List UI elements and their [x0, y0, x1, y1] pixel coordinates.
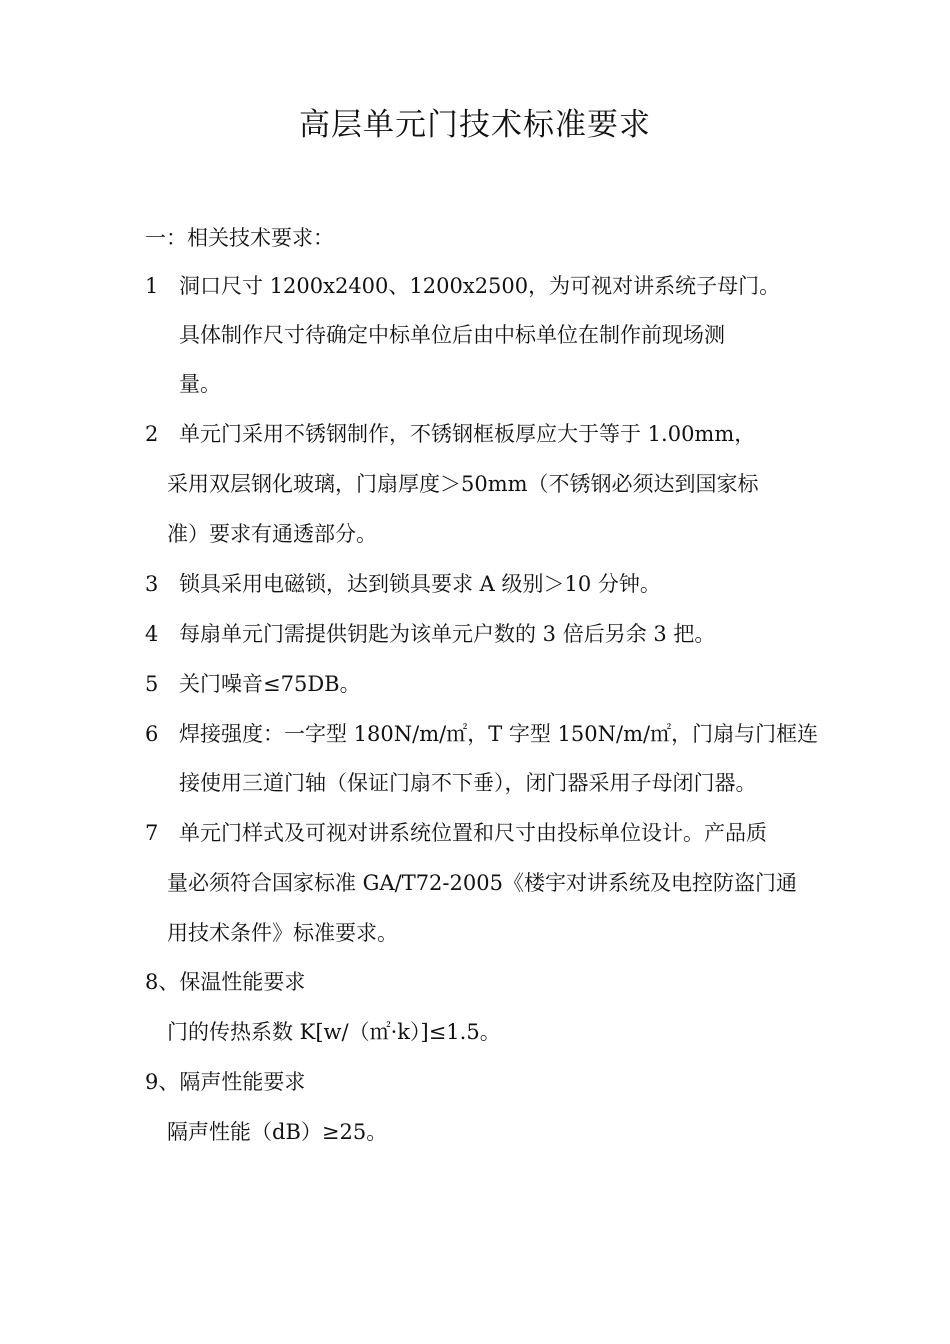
item-text: 焊接强度：一字型 180N/m/㎡，T 字型 150N/m/㎡，门扇与门框连 — [179, 722, 819, 746]
list-item-7 — [145, 817, 767, 849]
item-number: 2 — [145, 422, 159, 446]
item-number: 6 — [145, 722, 159, 746]
item-text: 洞口尺寸 1200x2400、1200x2500，为可视对讲系统子母门。 — [179, 274, 781, 298]
document-title: 高层单元门技术标准要求 — [299, 107, 651, 143]
item-8-line-2: 门的传热系数 K[w/（㎡·k）]≤1.5。 — [167, 1020, 501, 1044]
item-2-line-2: 采用双层钢化玻璃，门扇厚度＞50mm（不锈钢必须达到国家标 — [167, 472, 759, 496]
list-item-8 — [145, 966, 305, 998]
item-text: 隔声性能要求 — [179, 1070, 306, 1094]
item-9-line-2: 隔声性能（dB）≥25。 — [167, 1120, 388, 1144]
item-7-line-2: 量必须符合国家标准 GA/T72-2005《楼宇对讲系统及电控防盗门通 — [167, 871, 797, 895]
section-heading: 一：相关技术要求： — [145, 226, 334, 250]
item-text: 锁具采用电磁锁，达到锁具要求 A 级别＞10 分钟。 — [179, 572, 661, 596]
item-number: 3 — [145, 572, 159, 596]
item-number: 7 — [145, 821, 159, 845]
list-item-6 — [145, 718, 818, 750]
item-number: 8、 — [145, 970, 180, 994]
item-number: 5 — [145, 672, 159, 696]
item-number: 1 — [145, 274, 159, 298]
list-item-5 — [145, 668, 361, 700]
item-text: 每扇单元门需提供钥匙为该单元户数的 3 倍后另余 3 把。 — [179, 622, 716, 646]
item-number: 4 — [145, 622, 159, 646]
item-6-line-2: 接使用三道门轴（保证门扇不下垂），闭门器采用子母闭门器。 — [179, 771, 757, 795]
item-text: 单元门采用不锈钢制作，不锈钢框板厚应大于等于 1.00mm， — [179, 422, 756, 446]
item-text: 保温性能要求 — [179, 970, 306, 994]
item-1-line-3: 量。 — [179, 372, 221, 396]
item-text: 单元门样式及可视对讲系统位置和尺寸由投标单位设计。产品质 — [179, 821, 767, 845]
list-item-4 — [145, 618, 715, 650]
item-2-line-3: 准）要求有通透部分。 — [167, 522, 377, 546]
item-1-line-2: 具体制作尺寸待确定中标单位后由中标单位在制作前现场测 — [179, 323, 725, 347]
list-item-3 — [145, 568, 661, 600]
list-item-1 — [145, 270, 780, 302]
item-7-line-3: 用技术条件》标准要求。 — [167, 921, 398, 945]
item-text: 关门噪音≤75DB。 — [179, 672, 361, 696]
list-item-2 — [145, 418, 755, 450]
list-item-9 — [145, 1066, 305, 1098]
item-number: 9、 — [145, 1070, 180, 1094]
